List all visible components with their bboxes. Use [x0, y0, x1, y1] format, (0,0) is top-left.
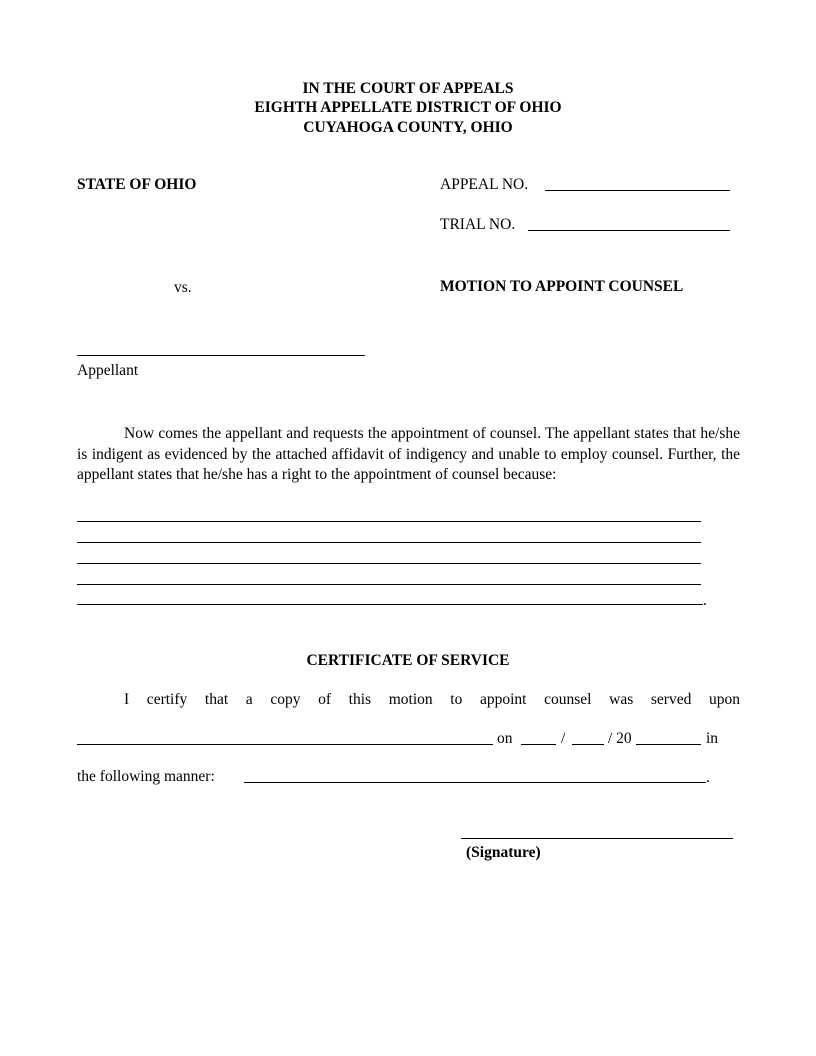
- appellant-label: Appellant: [77, 362, 139, 379]
- reason-line-5[interactable]: [77, 604, 703, 605]
- certificate-text-line: [77, 692, 740, 708]
- motion-body-text: Now comes the appellant and requests the appointment of counsel. The appellant states that he/she is indigent as evidenced by the attached affidavit of indigency and unable to employ counsel. Further, the appellant states that he/she has a right to the appointment of counsel because:: [77, 425, 740, 484]
- date-slash-2-year-prefix: / 20: [608, 730, 632, 747]
- manner-period: .: [706, 769, 710, 786]
- motion-body-paragraph: [77, 424, 740, 486]
- motion-title: MOTION TO APPOINT COUNSEL: [440, 278, 684, 295]
- reason-line-4[interactable]: [77, 584, 701, 585]
- in-label: in: [706, 730, 719, 747]
- signature-label: (Signature): [466, 844, 541, 861]
- signature-line[interactable]: [461, 838, 733, 839]
- trial-no-label: TRIAL NO.: [440, 216, 516, 233]
- court-heading-line1: IN THE COURT OF APPEALS: [302, 80, 514, 97]
- appeal-no-label: APPEAL NO.: [440, 176, 529, 193]
- date-slash-1: /: [561, 730, 566, 747]
- appellant-name-field[interactable]: [77, 355, 365, 356]
- appeal-no-field[interactable]: [545, 190, 730, 191]
- service-month-field[interactable]: [521, 744, 556, 745]
- service-year-field[interactable]: [636, 744, 701, 745]
- court-heading-line2: EIGHTH APPELLATE DISTRICT OF OHIO: [254, 99, 562, 116]
- reason-line-1[interactable]: [77, 521, 701, 522]
- versus-label: vs.: [174, 279, 192, 296]
- served-upon-field[interactable]: [77, 744, 493, 745]
- certificate-title: CERTIFICATE OF SERVICE: [306, 652, 510, 669]
- service-manner-field[interactable]: [244, 782, 706, 783]
- reason-line-2[interactable]: [77, 542, 701, 543]
- court-heading-line3: CUYAHOGA COUNTY, OHIO: [303, 119, 513, 136]
- service-day-field[interactable]: [572, 744, 604, 745]
- manner-label: the following manner:: [77, 768, 215, 785]
- trial-no-field[interactable]: [528, 230, 730, 231]
- certificate-text: I certify that a copy of this motion to appoint counsel was served upon: [124, 691, 740, 708]
- reason-period: .: [703, 592, 707, 609]
- reason-line-3[interactable]: [77, 563, 701, 564]
- plaintiff-name: STATE OF OHIO: [77, 176, 197, 193]
- on-label: on: [497, 730, 513, 747]
